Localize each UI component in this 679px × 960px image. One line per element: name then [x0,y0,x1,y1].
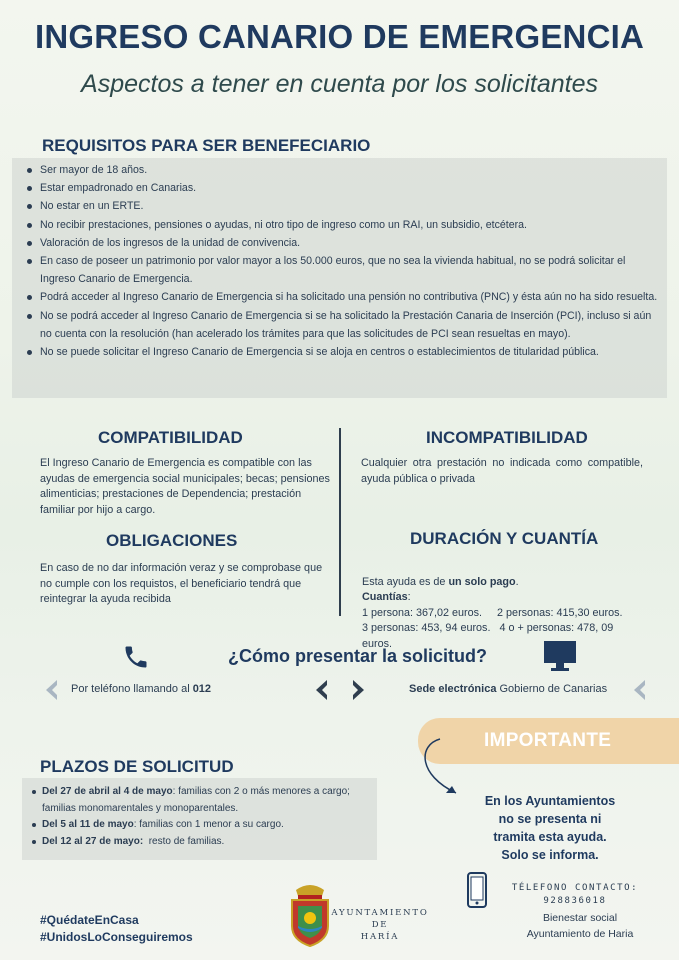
plazo-text: : familias con 2 o más menores a cargo; familias monomarentales y monoparentales. [42,786,350,814]
apply-web-text [409,683,607,695]
contact-organization: Ayuntamiento de Haria [526,928,634,940]
plazo-dates: Del 27 de abril al 4 de mayo [42,786,173,797]
list-item: Estar empadronado en Canarias. [40,179,659,197]
contact-department: Bienestar social [542,912,618,924]
how-to-apply-question: ¿Cómo presentar la solicitud? [228,646,488,666]
obligaciones-text: En caso de no dar información veraz y se comprobase que no cumple con los requistos, el beneficiario tendrá que reintegrar la ayuda recibida [40,562,323,605]
cuantias-line: euros. [362,637,393,650]
duracion-intro: Esta ayuda es de [362,575,449,588]
duracion-heading: DURACIÓN Y CUANTÍA [410,529,599,548]
ayuntamiento-label: AYUNTAMIENTO [331,908,429,918]
list-item: No se podrá acceder al Ingreso Canario de Emergencia si se ha solicitado la Prestación Canaria de Inserción (PCI), incluso si aún no cuenta con la resolución (han acelerado los trámites para que las solicitudes de PCI sean resueltas en mayo). [40,307,659,343]
coat-of-arms-logo [286,880,334,948]
contact-label: TÉLEFONO CONTACTO: [511,883,639,893]
incompatibilidad-heading: INCOMPATIBILIDAD [426,428,588,447]
duracion-intro-bold: un solo pago [448,575,516,588]
requisitos-heading: REQUISITOS PARA SER BENEFECIARIO [42,136,371,155]
chevron-left-icon [44,680,58,700]
page-subtitle: Aspectos a tener en cuenta por los solicitantes [81,70,598,98]
importante-line: tramita esta ayuda. [493,830,607,844]
list-item [42,784,369,817]
list-item: No recibir prestaciones, pensiones o ayudas, ni otro tipo de ingreso como un RAI, un subsidio, etcétera. [40,216,659,234]
apply-phone-number: 012 [192,683,212,695]
mobile-phone-icon [467,872,487,908]
compatibilidad-heading: COMPATIBILIDAD [98,428,243,447]
list-item: Ser mayor de 18 años. [40,161,659,179]
importante-text [460,792,640,864]
incompatibilidad-text: Cualquier otra prestación no indicada como compatible, ayuda pública o privada [361,457,643,485]
duracion-intro-end: . [515,575,519,588]
list-item: En caso de poseer un patrimonio por valor mayor a los 50.000 euros, que no sea la vivienda habitual, no se podrá solicitar el Ingreso Canario de Emergencia. [40,252,659,288]
list-item: Podrá acceder al Ingreso Canario de Emergencia si ha solicitado una pensión no contributiva (PNC) y ésta aún no ha sido resuelta. [40,288,659,306]
cuantias-label: Cuantías [362,591,408,603]
list-item: Valoración de los ingresos de la unidad de convivencia. [40,234,659,252]
plazos-list [22,778,377,850]
section-divider [339,428,341,616]
apply-phone-text [71,683,211,695]
plazos-heading: PLAZOS DE SOLICITUD [40,757,234,776]
cuantias-line: 3 personas: 453, 94 euros. 4 o + personas: 478, 09 [362,622,614,634]
plazo-text: resto de familias. [143,835,225,847]
hashtag: #QuédateEnCasa [40,913,139,927]
chevron-left-icon [632,680,646,700]
chevron-right-icon [352,680,366,700]
plazo-dates: Del 12 al 27 de mayo: [42,835,144,847]
importante-line: Solo se informa. [501,848,599,862]
cuantias-colon: : [407,591,411,603]
apply-web-label: Gobierno de Canarias [496,683,608,695]
requisitos-list [12,158,667,361]
monitor-icon [543,640,577,672]
chevron-left-icon [314,680,328,700]
hashtag: #UnidosLoConseguiremos [40,930,193,944]
compatibilidad-text: El Ingreso Canario de Emergencia es compatible con las ayudas de emergencia social municipales; becas; pensiones alimenticias; prestaciones de Dependencia; prestación familiar por hijo a cargo. [40,457,330,516]
page-title: INGRESO CANARIO DE EMERGENCIA [34,18,645,55]
ayuntamiento-de: DE [371,920,389,930]
apply-phone-label: Por teléfono llamando al [71,683,193,695]
contact-number: 928836018 [543,896,607,906]
importante-label: IMPORTANTE [484,730,612,751]
list-item [42,834,369,851]
list-item: No se puede solicitar el Ingreso Canario de Emergencia si se aloja en centros o establecimientos de titularidad pública. [40,343,659,361]
list-item: No estar en un ERTE. [40,197,659,215]
plazo-dates: Del 5 al 11 de mayo [42,819,134,830]
importante-line: no se presenta ni [498,812,602,826]
phone-icon [122,642,150,672]
cuantias-line: 1 persona: 367,02 euros. 2 personas: 415,30 euros. [362,606,623,619]
apply-web-bold: Sede electrónica [409,683,497,695]
requisitos-box [12,158,667,398]
plazo-text: : familias con 1 menor a su cargo. [133,819,284,830]
list-item [42,817,369,834]
duracion-text [362,559,662,652]
importante-line: En los Ayuntamientos [484,794,616,808]
plazos-box [22,778,377,860]
obligaciones-heading: OBLIGACIONES [106,531,238,550]
ayuntamiento-haria: HARÍA [360,932,400,942]
